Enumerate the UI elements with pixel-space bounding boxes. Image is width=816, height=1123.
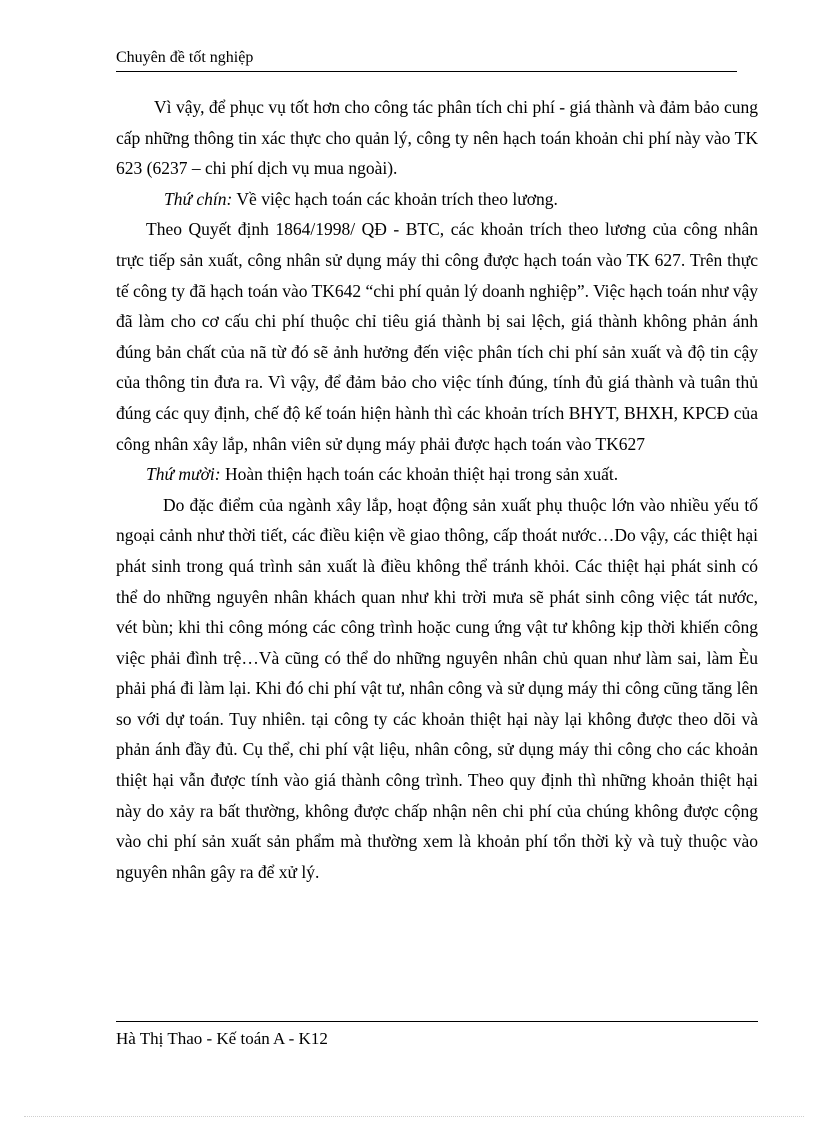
ninth-point-text: Về việc hạch toán các khoản trích theo lương. xyxy=(232,188,558,209)
page-header-title: Chuyên đề tốt nghiệp xyxy=(116,49,254,66)
header-divider xyxy=(116,71,737,72)
page-bottom-edge xyxy=(24,1116,804,1117)
document-body xyxy=(116,92,758,887)
footer-divider xyxy=(116,1021,758,1022)
page-footer-author: Hà Thị Thao - Kế toán A - K12 xyxy=(116,1029,328,1048)
paragraph-conclusion: Vì vậy, để phục vụ tốt hơn cho công tác phân tích chi phí - giá thành và đảm bảo cung cấp những thông tin xác thực cho quản lý, công ty nên hạch toán khoản chi phí này vào TK 623 (6237 – chi phí dịch vụ mua ngoài). xyxy=(116,97,758,179)
tenth-point-text: Hoàn thiện hạch toán các khoản thiệt hại trong sản xuất. xyxy=(220,464,619,485)
paragraph-tenth-point xyxy=(116,459,758,490)
paragraph-ninth-point xyxy=(116,184,758,215)
paragraph-damages: Do đặc điểm của ngành xây lắp, hoạt động sản xuất phụ thuộc lớn vào nhiều yếu tố ngoại cảnh như thời tiết, các điều kiện về giao thông, cấp thoát nước…Do vậy, các thiệt hại phát sinh trong quá trình sản xuất là điều không thể tránh khỏi. Các thiệt hại phát sinh có thể do những nguyên nhân khách quan như khi trời mưa sẽ phát sinh công việc tát nước, vét bùn; khi thi công móng các công trình hoặc cung ứng vật tư không kịp thời khiến công việc phải đình trệ…Và cũng có thể do những nguyên nhân chủ quan như làm sai, làm Èu phải phá đi làm lại. Khi đó chi phí vật tư, nhân công và sử dụng máy thi công cũng tăng lên so với dự toán. Tuy nhiên. tại công ty các khoản thiệt hại này lại không được theo dõi và phản ánh đầy đủ. Cụ thể, chi phí vật liệu, nhân công, sử dụng máy thi công cho các khoản thiệt hại vẫn được tính vào giá thành công trình. Theo quy định thì những khoản thiệt hại này do xảy ra bất thường, không được chấp nhận nên chi phí của chúng không được cộng vào chi phí sản xuất sản phẩm mà thường xem là khoản phí tổn thời kỳ và tuỳ thuộc vào nguyên nhân gây ra để xử lý. xyxy=(116,494,758,882)
paragraph-regulation: Theo Quyết định 1864/1998/ QĐ - BTC, các khoản trích theo lương của công nhân trực tiếp sản xuất, công nhân sử dụng máy thi công được hạch toán vào TK 627. Trên thực tế công ty đã hạch toán vào TK642 “chi phí quản lý doanh nghiệp”. Việc hạch toán như vậy đã làm cho cơ cấu chi phí thuộc chỉ tiêu giá thành bị sai lệch, giá thành không phản ánh đúng bản chất của nã từ đó sẽ ảnh hưởng đến việc phân tích chi phí sản xuất và độ tin cậy của thông tin đưa ra. Vì vậy, để đảm bảo cho việc tính đúng, tính đủ giá thành và tuân thủ đúng các quy định, chế độ kế toán hiện hành thì các khoản trích BHYT, BHXH, KPCĐ của công nhân xây lắp, nhân viên sử dụng máy phải được hạch toán vào TK627 xyxy=(116,219,758,454)
ninth-point-lead: Thứ chín: xyxy=(164,188,233,209)
tenth-point-lead: Thứ mười: xyxy=(146,464,221,485)
